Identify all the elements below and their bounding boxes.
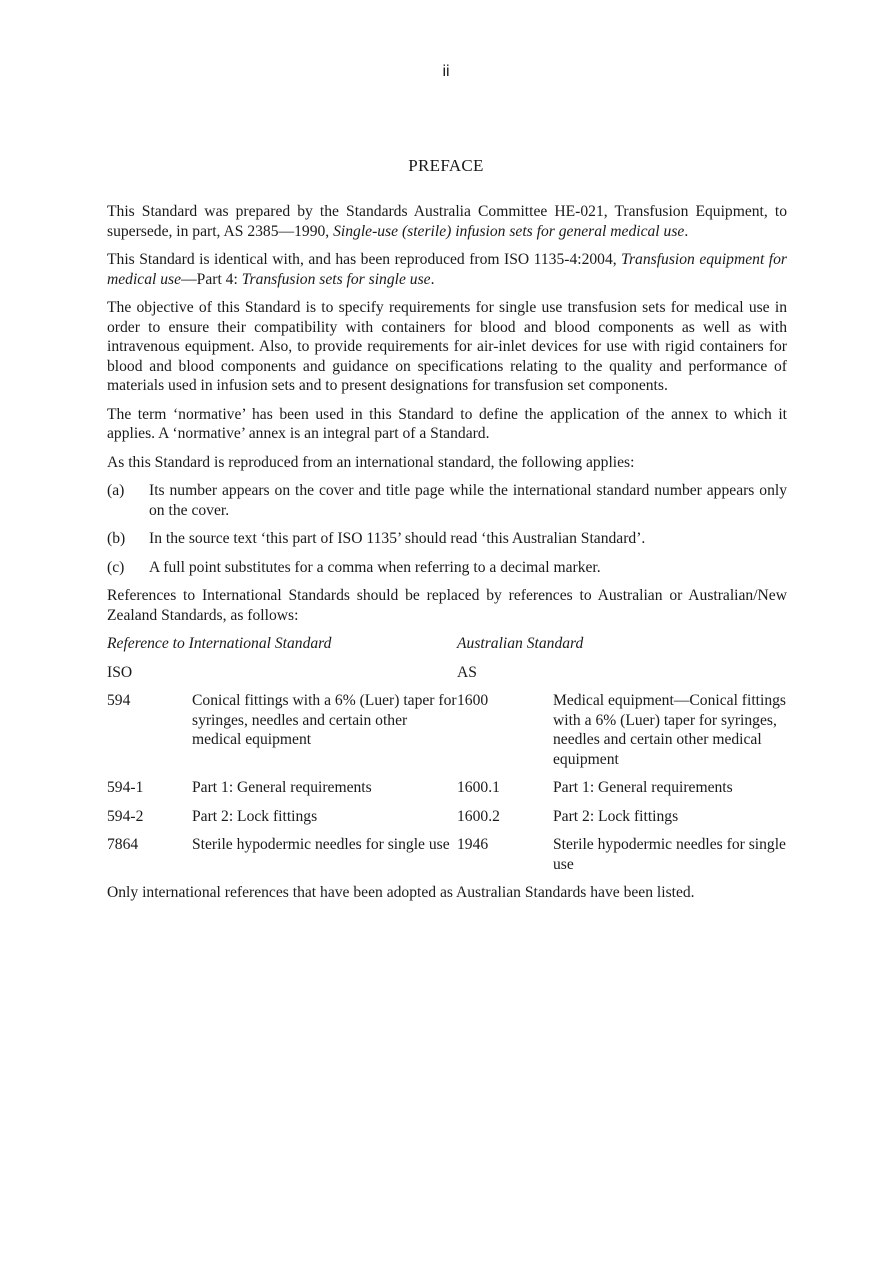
iso-title: Sterile hypodermic needles for single use — [192, 836, 450, 853]
list-item — [107, 558, 787, 578]
paragraph-text: This Standard is identical with, and has been reproduced from ISO 1135-4:2004, — [107, 251, 622, 268]
table-subheader-as: AS — [457, 663, 477, 681]
paragraph-objective: The objective of this Standard is to specify requirements for single use transfusion sets for medical use in order to ensure their compatibility with containers for blood and blood components as well as with intravenous equipment. Also, to provide requirements for air-inlet devices for use with rigid containers for blood and blood components and guidance on specifications relating to the quality and performance of materials used in infusion sets and to present designations for transfusion set components. — [107, 299, 787, 394]
as-title: Sterile hypodermic needles for single use — [553, 836, 786, 873]
table-subheader-iso: ISO — [107, 663, 133, 681]
iso-title: Part 2: Lock fittings — [192, 807, 318, 825]
paragraph-text: —Part 4: — [181, 270, 242, 288]
paragraph-text: . — [684, 222, 689, 240]
paragraph-identical — [107, 250, 787, 289]
page-number: ii — [442, 63, 450, 80]
list-marker: (a) — [107, 482, 125, 499]
paragraph-normative: The term ‘normative’ has been used in this Standard to define the application of the annex to which it applies. A ‘normative’ annex is an integral part of a Standard. — [107, 405, 787, 442]
table-header-row — [107, 634, 787, 663]
preface-body — [107, 202, 787, 912]
table-row — [107, 778, 787, 807]
reference-table — [107, 634, 787, 874]
paragraph-applies: As this Standard is reproduced from an international standard, the following applies: — [107, 453, 635, 471]
table-header-international: Reference to International Standard — [107, 635, 332, 652]
table-row — [107, 835, 787, 874]
iso-number: 594-2 — [107, 807, 144, 825]
as-number: 1600 — [457, 692, 489, 709]
as-title: Part 1: General requirements — [553, 779, 733, 796]
as-number: 1600.2 — [457, 807, 500, 825]
list-text: A full point substitutes for a comma when referring to a decimal marker. — [149, 558, 601, 576]
as-title: Part 2: Lock fittings — [553, 807, 679, 825]
list-text: In the source text ‘this part of ISO 1135’ should read ‘this Australian Standard’. — [149, 530, 646, 547]
paragraph-listed-note: Only international references that have been adopted as Australian Standards have been listed. — [107, 884, 695, 901]
as-number: 1946 — [457, 836, 489, 853]
iso-title: Part 1: General requirements — [192, 779, 372, 796]
list-text: Its number appears on the cover and title page while the international standard number appears only on the cover. — [149, 482, 787, 519]
table-row — [107, 691, 787, 778]
iso-title: Conical fittings with a 6% (Luer) taper for syringes, needles and certain other medical equipment — [192, 692, 457, 748]
table-header-australian: Australian Standard — [457, 635, 584, 652]
superseded-standard-title: Single-use (sterile) infusion sets for general medical use — [333, 222, 685, 240]
iso-number: 594-1 — [107, 779, 144, 796]
list-item — [107, 481, 787, 520]
list-item — [107, 529, 787, 549]
as-number: 1600.1 — [457, 779, 500, 796]
iso-standard-title: Transfusion equipment for medical use — [107, 251, 787, 288]
as-title: Medical equipment—Conical fittings with a 6% (Luer) taper for syringes, needles and certain other medical equipment — [553, 692, 786, 768]
iso-part-title: Transfusion sets for single use — [241, 270, 431, 288]
list-marker: (c) — [107, 558, 125, 576]
table-row — [107, 807, 787, 836]
list-marker: (b) — [107, 530, 126, 547]
paragraph-text: This Standard was prepared by the Standards Australia Committee HE-021, Transfusion Equipment, to supersede, in part, AS 2385—1990, — [107, 203, 787, 240]
table-subheader-row — [107, 663, 787, 692]
paragraph-committee — [107, 202, 787, 241]
paragraph-references: References to International Standards should be replaced by references to Australian or Australian/New Zealand Standards, as follows: — [107, 587, 787, 624]
iso-number: 7864 — [107, 836, 139, 853]
iso-number: 594 — [107, 692, 131, 709]
page-title: PREFACE — [408, 156, 484, 175]
paragraph-text: . — [430, 270, 435, 288]
